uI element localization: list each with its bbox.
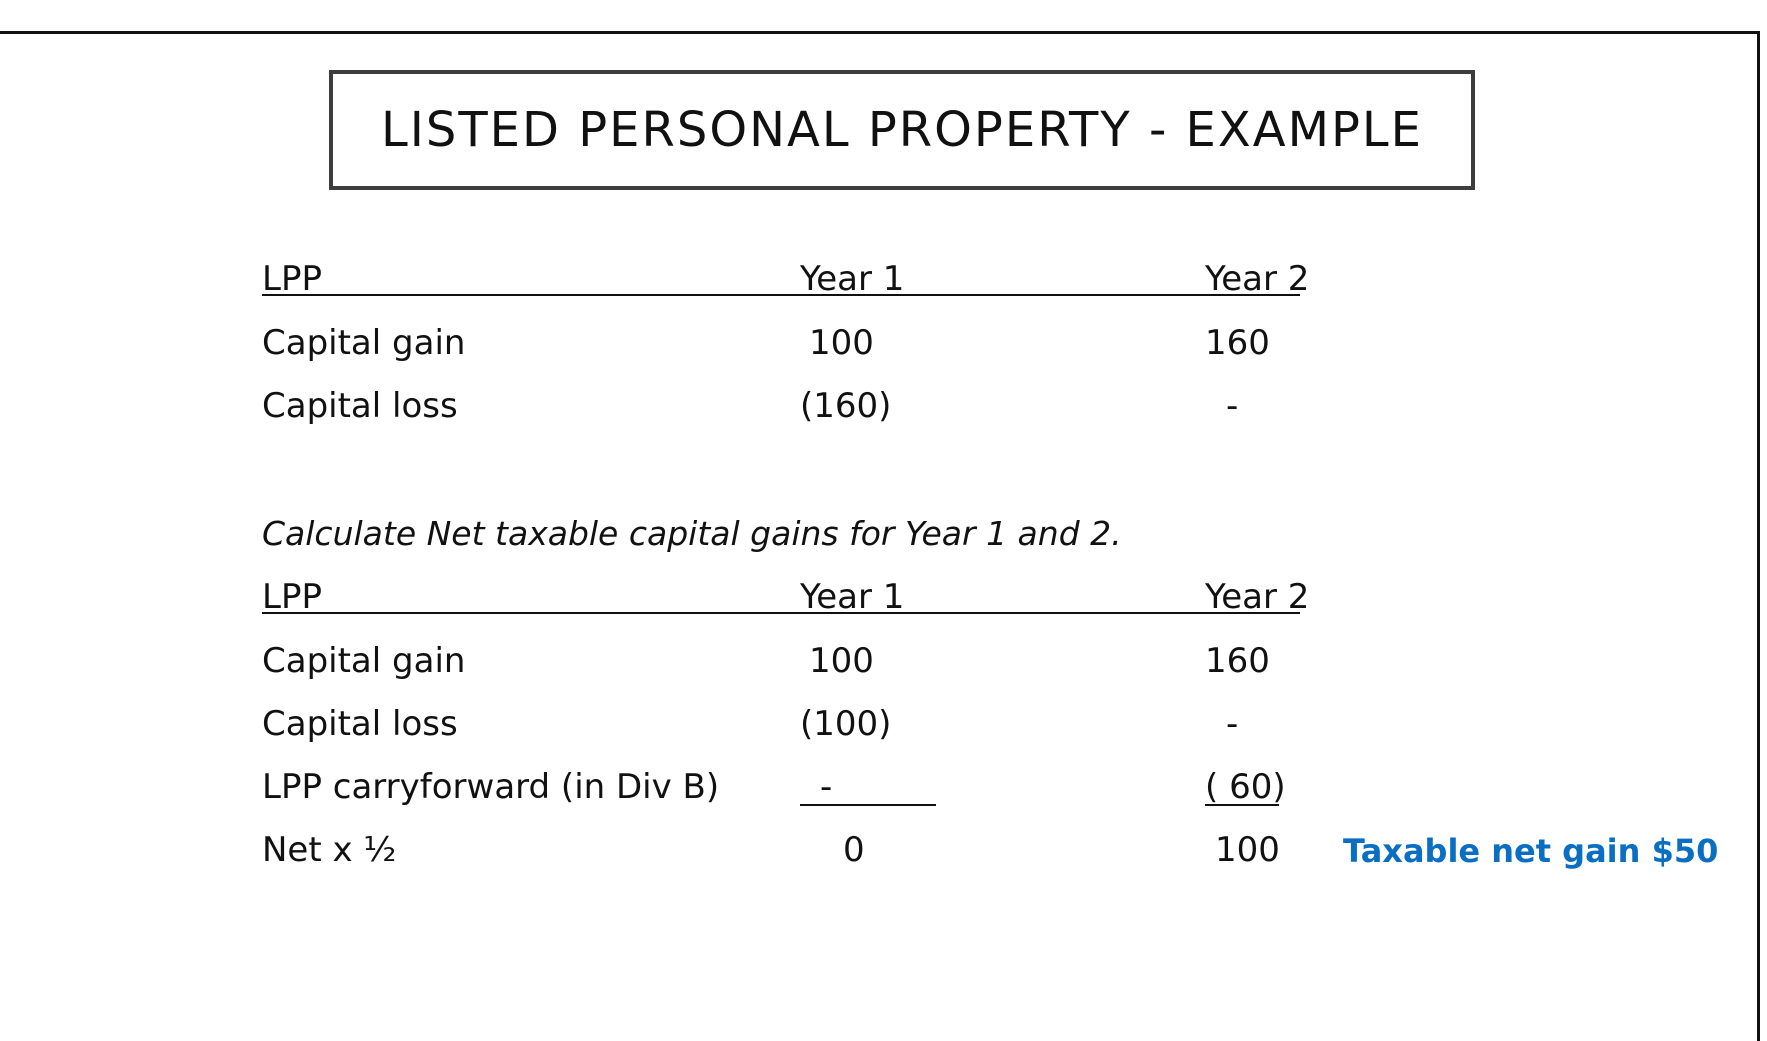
table2-row-label: Capital loss <box>262 704 458 744</box>
taxable-net-gain-note: Taxable net gain $50 <box>1343 832 1719 870</box>
table2-row-year1: (100) <box>800 704 892 744</box>
table2-row-label: LPP carryforward (in Div B) <box>262 767 720 807</box>
table1-row-label: Capital gain <box>262 323 466 363</box>
table1-row-year1: 100 <box>809 323 874 363</box>
table2-row-year2: 100 <box>1215 830 1280 870</box>
table2-header-lpp: LPP <box>262 577 322 617</box>
table2-row-label: Net x ½ <box>262 830 397 870</box>
question-text: Calculate Net taxable capital gains for Year 1 and 2. <box>262 514 1122 553</box>
table2-row-year1: 0 <box>843 830 865 870</box>
table1-row-year1: (160) <box>800 386 892 426</box>
slide-title: LISTED PERSONAL PROPERTY - EXAMPLE <box>380 102 1423 158</box>
table1-header-lpp: LPP <box>262 259 322 299</box>
table2-header-year1: Year 1 <box>800 577 905 617</box>
year1-underline <box>800 804 936 806</box>
table2-header-year2: Year 2 <box>1205 577 1310 617</box>
table2-row-year1: - <box>820 767 833 807</box>
table1-header-year1: Year 1 <box>800 259 905 299</box>
table2-row-label: Capital gain <box>262 641 466 681</box>
table1-row-year2: - <box>1226 386 1239 426</box>
table2-row-year2: - <box>1226 704 1239 744</box>
year2-underline <box>1205 804 1279 806</box>
table2-row-year2: ( 60) <box>1205 767 1286 807</box>
table2-row-year1: 100 <box>809 641 874 681</box>
table1-row-year2: 160 <box>1205 323 1270 363</box>
table1-row-label: Capital loss <box>262 386 458 426</box>
table2-row-year2: 160 <box>1205 641 1270 681</box>
title-box <box>329 70 1475 190</box>
table1-header-rule <box>262 294 1300 296</box>
table2-header-rule <box>262 612 1300 614</box>
table1-header-year2: Year 2 <box>1205 259 1310 299</box>
